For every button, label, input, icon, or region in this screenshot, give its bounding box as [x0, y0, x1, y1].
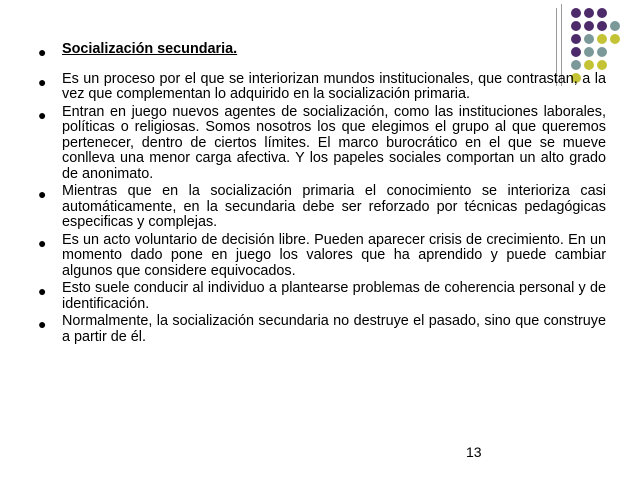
bullet-icon: ● [38, 283, 47, 299]
decor-dot [584, 21, 594, 31]
item-text: Entran en juego nuevos agentes de socialización, como las instituciones laborales, políticas o religiosas. Somos nosotros los que elegimos el grupo al que queremos pertenecer, dentro de ciertos límites. El marco burocrático en el que se mueve conlleva una menor carga afectiva. Y los papeles sociales comportan un alto grado de anonimato. [62, 103, 606, 182]
bullet-list [36, 42, 606, 345]
decor-dot [584, 8, 594, 18]
item-text: Es un proceso por el que se interiorizan mundos institucionales, que contrastan, a la vez que complementan lo adquirido en la socialización primaria. [62, 70, 606, 102]
bullet-icon: ● [38, 186, 47, 202]
bullet-icon: ● [38, 234, 47, 251]
decor-dot [571, 8, 581, 18]
decor-dot [610, 21, 620, 31]
list-item [36, 233, 606, 280]
bullet-icon: ● [38, 44, 47, 60]
list-item [36, 42, 606, 58]
list-item [36, 281, 606, 312]
decor-dot [610, 34, 620, 44]
page-number: 13 [466, 444, 482, 460]
list-item [36, 314, 606, 345]
section-title: Socialización secundaria. [62, 41, 238, 57]
list-item [36, 105, 606, 183]
item-text: Es un acto voluntario de decisión libre. Pueden aparecer crisis de crecimiento. En un momento dado pone en juego los valores que ha aprendido y puede cambiar algunos que considere equivocados. [62, 231, 606, 279]
bullet-icon: ● [38, 316, 47, 332]
item-text: Mientras que en la socialización primaria el conocimiento se interioriza casi automáticamente, en la secundaria debe ser reforzado por técnicas pedagógicas especificas y complejas. [62, 183, 606, 230]
item-text: Normalmente, la socialización secundaria no destruye el pasado, sino que construye a partir de él. [62, 313, 606, 345]
decor-dot [597, 8, 607, 18]
list-item [36, 72, 606, 103]
item-text: Esto suele conducir al individuo a plantearse problemas de coherencia personal y de identificación. [62, 280, 606, 312]
decor-dot [597, 21, 607, 31]
bullet-icon: ● [38, 106, 47, 123]
bullet-icon: ● [38, 73, 47, 90]
list-item [36, 184, 606, 231]
decor-dot [571, 21, 581, 31]
